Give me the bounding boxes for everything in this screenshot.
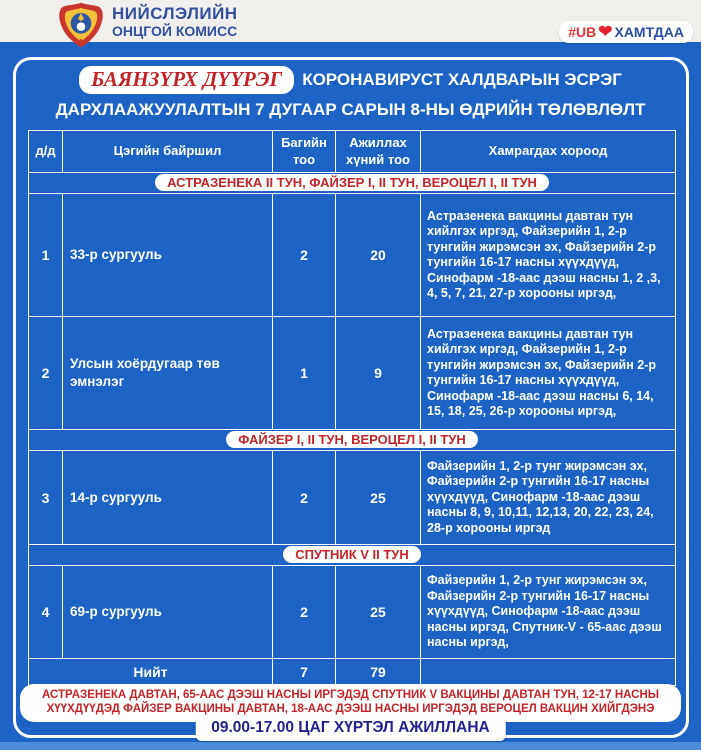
- khoroos-description-cell: Файзерийн 1, 2-р тунг жирэмсэн эх, Файзерийн 2-р тунгийн 16-17 насны хүүхдүүд, Синофарм -18-аас дээш насны 8, 9, 10,11, 12,13, 20, 22, 23, 24, 28-р хорооны иргэд: [421, 451, 676, 545]
- table-header-row: [29, 131, 676, 173]
- hashtag-together-label: ХАМТДАА: [614, 23, 684, 40]
- schedule-table-body: [29, 173, 676, 659]
- location-cell: 69-р сургууль: [63, 566, 273, 659]
- col-header-location: Цэгийн байршил: [63, 131, 273, 173]
- vaccine-section-label: ФАЙЗЕР I, II ТУН, ВЕРОЦЕЛ I, II ТУН: [226, 431, 478, 448]
- vaccine-section-label: АСТРАЗЕНЕКА II ТУН, ФАЙЗЕР I, II ТУН, ВЕРОЦЕЛ I, II ТУН: [155, 174, 549, 191]
- org-name-line1: НИЙСЛЭЛИЙН: [112, 4, 238, 23]
- location-cell: Улсын хоёрдугаар төв эмнэлэг: [63, 317, 273, 430]
- footer-notice-text: АСТРАЗЕНЕКА ДАВТАН, 65-ААС ДЭЭШ НАСНЫ ИРГЭДЭД СПУТНИК V ВАКЦИНЫ ДАВТАН ТУН, 12-17 НАСНЫ ХҮҮХДҮҮДЭД ФАЙЗЕР ВАКЦИНЫ ДАВТАН, 18-ААС ДЭЭШ НАСНЫ ИРГЭДЭД ВЕРОЦЕЛ ВАКЦИН ХИЙГДЭНЭ: [20, 684, 681, 722]
- total-label: Нийт: [29, 659, 273, 686]
- workers-count-cell: 9: [336, 317, 421, 430]
- teams-count-cell: 1: [273, 317, 336, 430]
- row-index-cell: 3: [29, 451, 63, 545]
- title-line1: [28, 66, 673, 94]
- title-line1-text: КОРОНАВИРУСТ ХАЛДВАРЫН ЭСРЭГ: [302, 70, 622, 89]
- vaccine-section-row: [29, 173, 676, 194]
- district-name-badge: БАЯНЗҮРХ ДҮҮРЭГ: [79, 66, 294, 94]
- schedule-row: [29, 566, 676, 659]
- schedule-row: [29, 317, 676, 430]
- city-emblem-logo: [55, 1, 107, 49]
- workers-count-cell: 20: [336, 194, 421, 317]
- working-hours-badge: 09.00-17.00 ЦАГ ХҮРТЭЛ АЖИЛЛАНА: [195, 716, 506, 741]
- col-header-workers: Ажиллах хүний тоо: [336, 131, 421, 173]
- vaccine-section-cell: [29, 545, 676, 566]
- khoroos-description-cell: Астразенека вакцины давтан тун хийлгэх иргэд, Файзерийн 1, 2-р тунгийн жирэмсэн эх, Файзерийн 2-р тунгийн 16-17 насны хүүхдүүд, Синофарм -18-аас дээш насны 1, 2 ,3, 4, 5, 7, 21, 27-р хорооны иргэд,: [421, 194, 676, 317]
- total-teams-value: 7: [273, 659, 336, 686]
- poster-title: [28, 66, 673, 120]
- total-khoroos-empty-cell: [421, 659, 676, 686]
- col-header-khoroos: Хамрагдах хороод: [421, 131, 676, 173]
- row-index-cell: 1: [29, 194, 63, 317]
- teams-count-cell: 2: [273, 194, 336, 317]
- schedule-row: [29, 451, 676, 545]
- vaccine-section-cell: [29, 173, 676, 194]
- vaccine-section-label: СПУТНИК V II ТУН: [283, 546, 421, 563]
- total-workers-value: 79: [336, 659, 421, 686]
- hashtag-ub-label: #UB: [568, 23, 597, 40]
- workers-count-cell: 25: [336, 566, 421, 659]
- schedule-row: [29, 194, 676, 317]
- location-cell: 33-р сургууль: [63, 194, 273, 317]
- col-header-index: д/д: [29, 131, 63, 173]
- khoroos-description-cell: Файзерийн 1, 2-р тунг жирэмсэн эх, Файзерийн 2-р тунгийн 16-17 насны хүүхдүүд, Синофарм -18-аас дээш насны иргэд, Спутник-V - 65-аас дээш насны иргэд,: [421, 566, 676, 659]
- vaccine-section-row: [29, 545, 676, 566]
- bottom-decor-strip: [0, 742, 701, 750]
- teams-count-cell: 2: [273, 566, 336, 659]
- heart-icon: ❤: [598, 22, 613, 41]
- khoroos-description-cell: Астразенека вакцины давтан тун хийлгэх иргэд, Файзерийн 1, 2-р тунгийн жирэмсэн эх, Файзерийн 2-р тунгийн 16-17 насны хүүхдүүд, Синофарм -18-аас дээш насны 6, 14, 15, 18, 25, 26-р хорооны иргэд,: [421, 317, 676, 430]
- title-line2-text: ДАРХЛААЖУУЛАЛТЫН 7 ДУГААР САРЫН 8-НЫ ӨДРИЙН ТӨЛӨВЛӨЛТ: [55, 100, 646, 119]
- campaign-hashtag-badge: [559, 21, 693, 43]
- vaccine-section-row: [29, 430, 676, 451]
- teams-count-cell: 2: [273, 451, 336, 545]
- organization-name: [112, 5, 238, 39]
- org-name-line2: ОНЦГОЙ КОМИСС: [112, 22, 238, 39]
- row-index-cell: 4: [29, 566, 63, 659]
- vaccine-section-cell: [29, 430, 676, 451]
- location-cell: 14-р сургууль: [63, 451, 273, 545]
- workers-count-cell: 25: [336, 451, 421, 545]
- vaccination-schedule-table: [28, 130, 676, 686]
- total-row: [29, 659, 676, 686]
- row-index-cell: 2: [29, 317, 63, 430]
- col-header-teams: Багийн тоо: [273, 131, 336, 173]
